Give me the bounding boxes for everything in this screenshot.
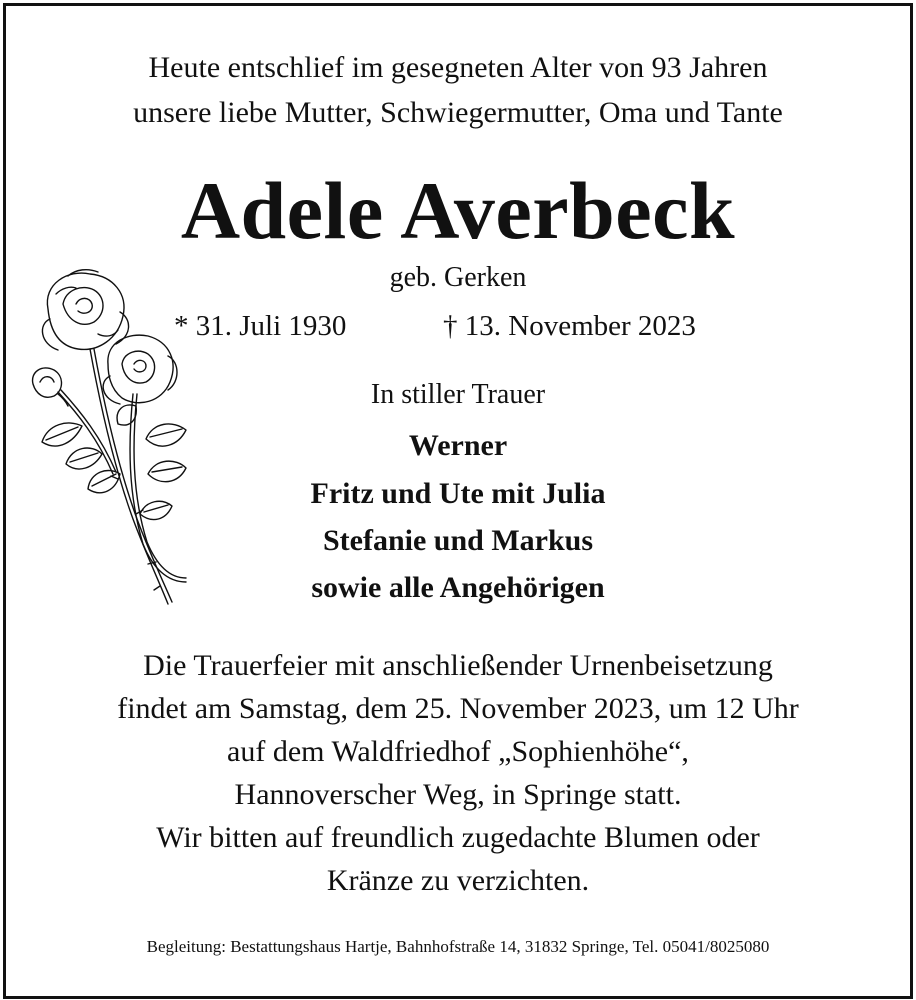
ceremony-line-1: Die Trauerfeier mit anschließender Urnenbeisetzung: [143, 649, 773, 682]
ceremony-line-5: Wir bitten auf freundlich zugedachte Blumen oder: [156, 821, 760, 854]
family-line-3: Stefanie und Markus: [322, 524, 594, 557]
ceremony-line-3: auf dem Waldfriedhof „Sophienhöhe“,: [227, 735, 689, 768]
ceremony-line-4: Hannoverscher Weg, in Springe statt.: [234, 778, 682, 811]
rose-illustration-icon: [28, 264, 193, 609]
funeral-home-footer: Begleitung: Bestattungshaus Hartje, Bahnhofstraße 14, 31832 Springe, Tel. 05041/8025080: [146, 937, 770, 956]
mourning-line: In stiller Trauer: [370, 379, 546, 410]
obituary-notice: [3, 3, 913, 999]
maiden-name: geb. Gerken: [389, 262, 527, 293]
family-line-1: Werner: [408, 429, 508, 462]
ceremony-line-2: findet am Samstag, dem 25. November 2023, um 12 Uhr: [117, 692, 799, 725]
ceremony-line-6: Kränze zu verzichten.: [326, 864, 590, 897]
birth-date: * 31. Juli 1930: [174, 310, 347, 342]
family-line-4: sowie alle Angehörigen: [311, 571, 605, 604]
intro-line-2: unsere liebe Mutter, Schwiegermutter, Oma und Tante: [133, 96, 783, 129]
intro-line-1: Heute entschlief im gesegneten Alter von 93 Jahren: [148, 51, 768, 84]
family-line-2: Fritz und Ute mit Julia: [310, 477, 606, 510]
deceased-name: Adele Averbeck: [180, 165, 736, 256]
death-date: † 13. November 2023: [443, 310, 696, 342]
